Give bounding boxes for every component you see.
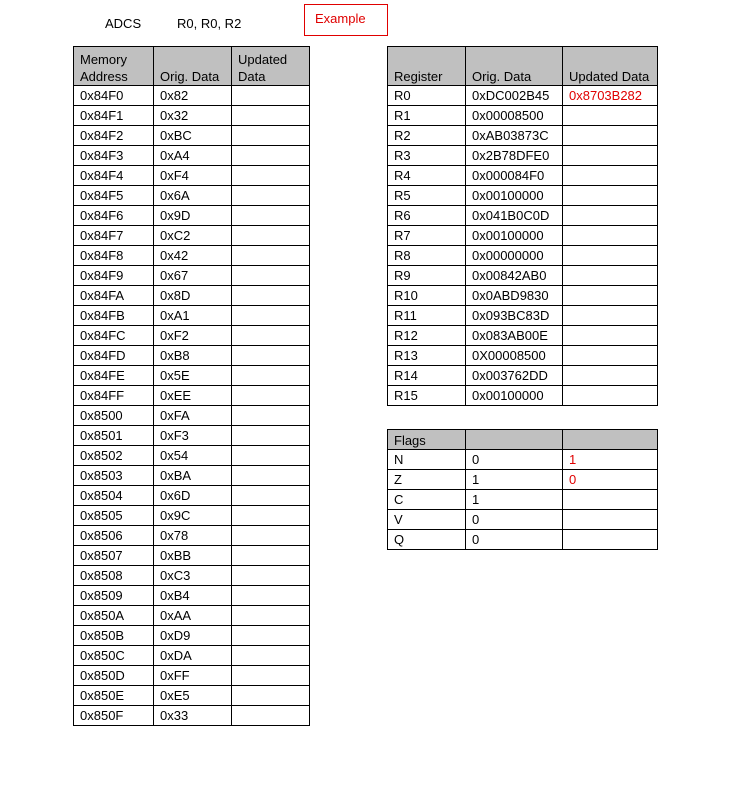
register-cell-updated[interactable]: [563, 346, 658, 366]
memory-cell-orig: 0x33: [154, 706, 232, 726]
register-cell-orig: 0x00842AB0: [466, 266, 563, 286]
memory-row: [74, 286, 310, 306]
memory-cell-orig: 0x5E: [154, 366, 232, 386]
memory-cell-label: 0x8509: [74, 586, 154, 606]
flags-cell-updated[interactable]: [563, 510, 658, 530]
memory-cell-label: 0x8501: [74, 426, 154, 446]
register-row: [388, 226, 658, 246]
memory-cell-label: 0x84F9: [74, 266, 154, 286]
flags-cell-updated[interactable]: [563, 530, 658, 550]
register-cell-label: R15: [388, 386, 466, 406]
memory-row: [74, 266, 310, 286]
register-table: [387, 46, 658, 406]
register-cell-label: R4: [388, 166, 466, 186]
register-cell-updated[interactable]: [563, 226, 658, 246]
register-cell-orig: 0x083AB00E: [466, 326, 563, 346]
memory-cell-orig: 0xF3: [154, 426, 232, 446]
memory-row: [74, 466, 310, 486]
register-cell-updated[interactable]: [563, 186, 658, 206]
memory-table: [73, 46, 310, 726]
register-row: [388, 86, 658, 106]
memory-row: [74, 206, 310, 226]
memory-cell-label: 0x8505: [74, 506, 154, 526]
memory-cell-orig: 0xDA: [154, 646, 232, 666]
register-row: [388, 366, 658, 386]
memory-cell-updated[interactable]: [232, 146, 310, 166]
memory-cell-orig: 0x9C: [154, 506, 232, 526]
register-cell-orig: 0x00008500: [466, 106, 563, 126]
instruction-mnemonic: ADCS: [105, 16, 142, 31]
register-row: [388, 286, 658, 306]
memory-cell-orig: 0xD9: [154, 626, 232, 646]
memory-cell-label: 0x84F0: [74, 86, 154, 106]
memory-cell-label: 0x84F3: [74, 146, 154, 166]
memory-cell-orig: 0xBB: [154, 546, 232, 566]
memory-cell-updated[interactable]: [232, 126, 310, 146]
memory-cell-orig: 0x42: [154, 246, 232, 266]
register-cell-orig: 0xAB03873C: [466, 126, 563, 146]
flags-cell-updated[interactable]: 1: [563, 450, 658, 470]
memory-cell-label: 0x8504: [74, 486, 154, 506]
memory-cell-updated[interactable]: [232, 706, 310, 726]
register-cell-label: R5: [388, 186, 466, 206]
register-row: [388, 186, 658, 206]
memory-cell-updated[interactable]: [232, 566, 310, 586]
register-cell-orig: 0x000084F0: [466, 166, 563, 186]
memory-cell-updated[interactable]: [232, 466, 310, 486]
memory-cell-orig: 0xC2: [154, 226, 232, 246]
memory-cell-updated[interactable]: [232, 686, 310, 706]
memory-cell-orig: 0x6D: [154, 486, 232, 506]
memory-cell-updated[interactable]: [232, 326, 310, 346]
flags-row: [388, 470, 658, 490]
example-label: Example: [304, 4, 388, 36]
memory-row: [74, 246, 310, 266]
memory-row: [74, 506, 310, 526]
register-cell-updated[interactable]: [563, 166, 658, 186]
memory-row: [74, 706, 310, 726]
memory-cell-updated[interactable]: [232, 386, 310, 406]
instruction-operands: R0, R0, R2: [177, 16, 242, 31]
register-row: [388, 306, 658, 326]
flags-body: [388, 450, 658, 550]
memory-row: [74, 366, 310, 386]
memory-cell-orig: 0x8D: [154, 286, 232, 306]
memory-cell-orig: 0xF4: [154, 166, 232, 186]
memory-row: [74, 326, 310, 346]
flags-header-row: [388, 430, 658, 450]
memory-cell-label: 0x850D: [74, 666, 154, 686]
register-cell-orig: 0x00100000: [466, 386, 563, 406]
memory-cell-orig: 0xFF: [154, 666, 232, 686]
memory-row: [74, 446, 310, 466]
memory-body: [74, 86, 310, 726]
flags-cell-orig: 1: [466, 490, 563, 510]
flags-table: [387, 429, 658, 550]
memory-cell-label: 0x84F2: [74, 126, 154, 146]
register-row: [388, 166, 658, 186]
memory-cell-orig: 0x82: [154, 86, 232, 106]
memory-row: [74, 606, 310, 626]
register-cell-updated[interactable]: [563, 266, 658, 286]
memory-cell-label: 0x850A: [74, 606, 154, 626]
memory-row: [74, 586, 310, 606]
memory-cell-updated[interactable]: [232, 586, 310, 606]
memory-cell-label: 0x8506: [74, 526, 154, 546]
register-row: [388, 346, 658, 366]
memory-cell-label: 0x84FD: [74, 346, 154, 366]
register-header-2: Updated Data: [563, 47, 658, 86]
memory-cell-orig: 0xF2: [154, 326, 232, 346]
memory-row: [74, 646, 310, 666]
memory-cell-label: 0x84FB: [74, 306, 154, 326]
memory-cell-updated[interactable]: [232, 546, 310, 566]
register-cell-label: R7: [388, 226, 466, 246]
memory-cell-orig: 0x32: [154, 106, 232, 126]
flags-row: [388, 510, 658, 530]
memory-cell-label: 0x850E: [74, 686, 154, 706]
memory-cell-updated[interactable]: [232, 526, 310, 546]
memory-cell-label: 0x84F5: [74, 186, 154, 206]
register-header-0: Register: [388, 47, 466, 86]
register-cell-label: R8: [388, 246, 466, 266]
memory-cell-orig: 0xC3: [154, 566, 232, 586]
register-cell-label: R12: [388, 326, 466, 346]
register-cell-label: R3: [388, 146, 466, 166]
register-cell-updated[interactable]: [563, 106, 658, 126]
register-header-1: Orig. Data: [466, 47, 563, 86]
memory-cell-updated[interactable]: [232, 246, 310, 266]
memory-header-1: Orig. Data: [154, 47, 232, 86]
register-cell-label: R1: [388, 106, 466, 126]
memory-row: [74, 546, 310, 566]
memory-cell-updated[interactable]: [232, 306, 310, 326]
flags-row: [388, 450, 658, 470]
memory-cell-orig: 0xB8: [154, 346, 232, 366]
flags-cell-orig: 0: [466, 510, 563, 530]
memory-cell-orig: 0xA4: [154, 146, 232, 166]
memory-cell-updated[interactable]: [232, 206, 310, 226]
memory-cell-orig: 0x78: [154, 526, 232, 546]
memory-cell-updated[interactable]: [232, 486, 310, 506]
flags-cell-label: V: [388, 510, 466, 530]
memory-row: [74, 626, 310, 646]
memory-cell-updated[interactable]: [232, 226, 310, 246]
memory-cell-label: 0x84F1: [74, 106, 154, 126]
memory-row: [74, 686, 310, 706]
register-cell-label: R2: [388, 126, 466, 146]
memory-cell-updated[interactable]: [232, 266, 310, 286]
memory-cell-label: 0x850B: [74, 626, 154, 646]
memory-cell-label: 0x8507: [74, 546, 154, 566]
register-cell-orig: 0X00008500: [466, 346, 563, 366]
register-cell-updated[interactable]: 0x8703B282: [563, 86, 658, 106]
memory-cell-label: 0x84F7: [74, 226, 154, 246]
register-cell-orig: 0x2B78DFE0: [466, 146, 563, 166]
memory-cell-label: 0x84FA: [74, 286, 154, 306]
memory-row: [74, 346, 310, 366]
flags-cell-orig: 0: [466, 450, 563, 470]
memory-cell-updated[interactable]: [232, 286, 310, 306]
flags-cell-orig: 1: [466, 470, 563, 490]
register-cell-orig: 0x003762DD: [466, 366, 563, 386]
register-cell-updated[interactable]: [563, 286, 658, 306]
register-cell-updated[interactable]: [563, 246, 658, 266]
register-cell-updated[interactable]: [563, 386, 658, 406]
register-row: [388, 206, 658, 226]
memory-cell-orig: 0x54: [154, 446, 232, 466]
flags-header-0: Flags: [388, 430, 466, 450]
memory-cell-orig: 0xB4: [154, 586, 232, 606]
memory-header-2: Updated Data: [232, 47, 310, 86]
memory-cell-label: 0x84FF: [74, 386, 154, 406]
memory-cell-orig: 0xFA: [154, 406, 232, 426]
memory-cell-label: 0x84FE: [74, 366, 154, 386]
register-cell-updated[interactable]: [563, 126, 658, 146]
memory-cell-orig: 0x9D: [154, 206, 232, 226]
memory-row: [74, 106, 310, 126]
flags-cell-label: C: [388, 490, 466, 510]
memory-row: [74, 186, 310, 206]
flags-header-1: [466, 430, 563, 450]
memory-cell-orig: 0xBA: [154, 466, 232, 486]
memory-cell-updated[interactable]: [232, 406, 310, 426]
flags-cell-label: N: [388, 450, 466, 470]
register-row: [388, 266, 658, 286]
memory-row: [74, 126, 310, 146]
memory-cell-label: 0x84F8: [74, 246, 154, 266]
memory-cell-updated[interactable]: [232, 86, 310, 106]
memory-cell-label: 0x8508: [74, 566, 154, 586]
memory-cell-updated[interactable]: [232, 446, 310, 466]
memory-cell-updated[interactable]: [232, 506, 310, 526]
register-cell-orig: 0x00100000: [466, 186, 563, 206]
memory-row: [74, 666, 310, 686]
register-cell-updated[interactable]: [563, 146, 658, 166]
register-cell-label: R0: [388, 86, 466, 106]
register-body: [388, 86, 658, 406]
register-cell-label: R9: [388, 266, 466, 286]
memory-cell-label: 0x8502: [74, 446, 154, 466]
register-header-row: [388, 47, 658, 86]
memory-row: [74, 406, 310, 426]
register-cell-updated[interactable]: [563, 306, 658, 326]
register-cell-orig: 0xDC002B45: [466, 86, 563, 106]
memory-cell-updated[interactable]: [232, 426, 310, 446]
register-row: [388, 246, 658, 266]
memory-cell-orig: 0x6A: [154, 186, 232, 206]
memory-row: [74, 226, 310, 246]
register-row: [388, 126, 658, 146]
memory-cell-updated[interactable]: [232, 166, 310, 186]
memory-row: [74, 526, 310, 546]
register-row: [388, 106, 658, 126]
register-cell-orig: 0x00100000: [466, 226, 563, 246]
register-cell-label: R10: [388, 286, 466, 306]
memory-cell-updated[interactable]: [232, 346, 310, 366]
memory-cell-orig: 0xBC: [154, 126, 232, 146]
memory-cell-label: 0x84FC: [74, 326, 154, 346]
memory-row: [74, 146, 310, 166]
register-row: [388, 146, 658, 166]
flags-header-2: [563, 430, 658, 450]
register-row: [388, 326, 658, 346]
memory-header-0: Memory Address: [74, 47, 154, 86]
register-cell-updated[interactable]: [563, 326, 658, 346]
register-cell-orig: 0x0ABD9830: [466, 286, 563, 306]
memory-cell-orig: 0xAA: [154, 606, 232, 626]
register-cell-orig: 0x041B0C0D: [466, 206, 563, 226]
flags-row: [388, 530, 658, 550]
register-cell-updated[interactable]: [563, 366, 658, 386]
flags-cell-orig: 0: [466, 530, 563, 550]
flags-row: [388, 490, 658, 510]
memory-cell-updated[interactable]: [232, 606, 310, 626]
flags-cell-label: Z: [388, 470, 466, 490]
memory-row: [74, 166, 310, 186]
memory-cell-label: 0x8503: [74, 466, 154, 486]
memory-cell-orig: 0xEE: [154, 386, 232, 406]
memory-row: [74, 306, 310, 326]
memory-cell-label: 0x850C: [74, 646, 154, 666]
memory-row: [74, 566, 310, 586]
memory-cell-updated[interactable]: [232, 626, 310, 646]
memory-cell-orig: 0x67: [154, 266, 232, 286]
memory-cell-updated[interactable]: [232, 106, 310, 126]
memory-cell-updated[interactable]: [232, 366, 310, 386]
memory-cell-updated[interactable]: [232, 666, 310, 686]
memory-cell-orig: 0xE5: [154, 686, 232, 706]
register-cell-label: R11: [388, 306, 466, 326]
memory-header-row: [74, 47, 310, 86]
memory-row: [74, 486, 310, 506]
memory-row: [74, 86, 310, 106]
register-cell-updated[interactable]: [563, 206, 658, 226]
register-row: [388, 386, 658, 406]
memory-cell-orig: 0xA1: [154, 306, 232, 326]
flags-cell-updated[interactable]: 0: [563, 470, 658, 490]
memory-row: [74, 386, 310, 406]
register-cell-label: R14: [388, 366, 466, 386]
memory-cell-updated[interactable]: [232, 646, 310, 666]
flags-cell-label: Q: [388, 530, 466, 550]
register-cell-orig: 0x093BC83D: [466, 306, 563, 326]
memory-row: [74, 426, 310, 446]
register-cell-orig: 0x00000000: [466, 246, 563, 266]
memory-cell-label: 0x84F6: [74, 206, 154, 226]
register-cell-label: R13: [388, 346, 466, 366]
memory-cell-label: 0x84F4: [74, 166, 154, 186]
flags-cell-updated[interactable]: [563, 490, 658, 510]
memory-cell-label: 0x8500: [74, 406, 154, 426]
memory-cell-label: 0x850F: [74, 706, 154, 726]
register-cell-label: R6: [388, 206, 466, 226]
memory-cell-updated[interactable]: [232, 186, 310, 206]
